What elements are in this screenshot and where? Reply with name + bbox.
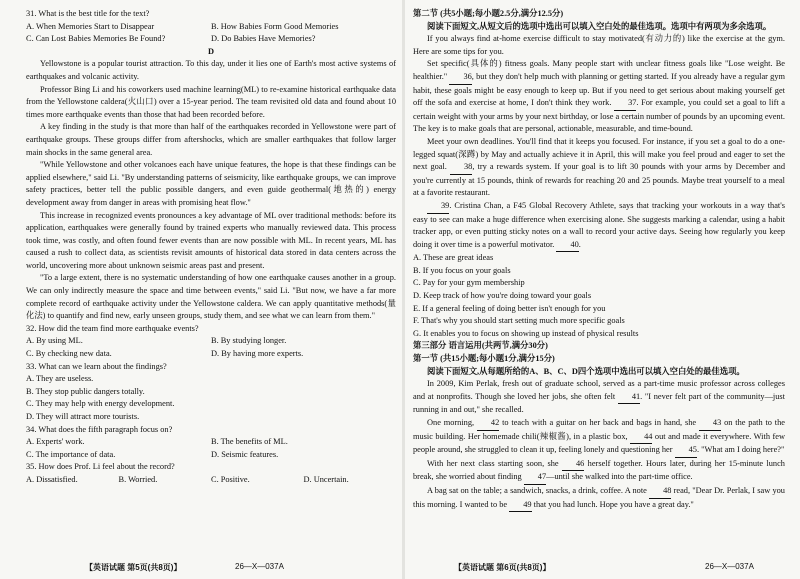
passage-d-heading: D [207, 46, 215, 56]
passage-paragraph [413, 378, 785, 417]
text-run: With her next class starting soon, she [427, 458, 559, 468]
question-35: 35. How does Prof. Li feel about the record? [26, 462, 175, 472]
blank-44: 44 [630, 431, 652, 445]
text-run: A bag sat on the table; a sandwich, snacks, a drink, coffee. A note [427, 485, 647, 495]
choice-item: B. If you focus on your goals [413, 265, 511, 275]
text-run: , try a rewards system. If your goal is to lift 30 pounds with your arms by December and you're currently at 15 pounds, think of rewards for reaching 20 and 25 pounds. Maybe treat yourself to a meal at a favorite restaurant. [413, 162, 786, 198]
blank-37: 37 [614, 97, 636, 111]
question-32-options [26, 335, 396, 360]
text-run: One morning, [427, 418, 475, 427]
choice-item: E. If a general feeling of doing better isn't enough for you [413, 303, 606, 313]
option: D. Uncertain. [303, 474, 349, 484]
text-run: . For example, you could set a goal to lift a certain weight with your arms by your next birthday, or lose a certain number of pounds by an upcoming event. The key is to make goals that are personal, actionable, measurable, and time-bound. [413, 98, 785, 134]
blank-38: 38 [450, 161, 472, 175]
option: B. By studying longer. [211, 336, 287, 346]
right-column [413, 8, 785, 512]
blank-49: 49 [509, 499, 531, 513]
question-35-options [26, 474, 396, 487]
blank-43: 43 [699, 417, 721, 431]
option: C. The importance of data. [26, 449, 116, 459]
option: D. Do Babies Have Memories? [211, 34, 316, 44]
choice-item: G. It enables you to focus on showing up instead of physical results [413, 328, 639, 338]
passage-paragraph: 39. Cristina Chan, a F45 Global Recovery Athlete, says that tracking your workouts in a way that's easy to see can make a huge difference when exercising alone. She suggests marking a calendar, using a habit tracker app, or even putting sticky notes on a wall to record your active days. Seeing how regularly you keep doing it over time is a powerful motivator. 40. [413, 200, 785, 252]
text-run: . "What am I doing here?" [696, 445, 785, 455]
passage-paragraph: If you always find at-home exercise difficult to stay motivated(有动力的) like the exercise at the gym. Here are some tips for you. [413, 34, 785, 56]
blank-42: 42 [477, 417, 499, 431]
option: A. Dissatisfied. [26, 474, 78, 484]
passage-paragraph [413, 58, 785, 136]
question-31-options [26, 21, 396, 46]
footer-page-label-left: 【英语试题 第5页(共8页)】 [85, 563, 182, 572]
passage-paragraph: This increase in recognized events pronounces a key advantage of ML over traditional methods: before its application, earthquakes were generally found by trained experts who manually reviewed data. This process took time, was costly, and often found fewer events than are now possible with ML. In recent years, ML has caused a rush to collect data, as scientists revisit amounts of historical data stored in data centers across the world, uncovering more about unknown seismic areas past and present. [26, 210, 396, 270]
blank-36: 36 [449, 71, 471, 85]
option: A. They are useless. [26, 374, 94, 384]
option: B. Worried. [118, 474, 158, 484]
passage-paragraph [413, 458, 785, 485]
question-33: 33. What can we learn about the findings? [26, 361, 167, 371]
blank-41: 41 [618, 391, 640, 405]
text-run: —until she walked into the part-time office. [546, 472, 693, 482]
passage-paragraph: Professor Bing Li and his coworkers used machine learning(ML) to re-examine historical earthquake data from the Yellowstone caldera(火山口) over a 15-year period. The team revisited old data and found about 10 times more earthquake events than those that had been recorded before. [26, 84, 396, 119]
option: B. They stop public dangers totally. [26, 386, 145, 396]
section-1-title: 第一节 (共15小题;每小题1分,满分15分) [413, 354, 555, 364]
passage-paragraph [413, 485, 785, 512]
question-33-options [26, 373, 396, 423]
footer-page-label-right: 【英语试题 第6页(共8页)】 [454, 563, 551, 572]
blank-45: 45 [675, 444, 697, 458]
text-run: herself together. Hours later, during her 15-minute lunch break, she worried about finding [413, 458, 785, 482]
question-34-options [26, 436, 396, 461]
option: B. How Babies Form Good Memories [211, 21, 339, 31]
blank-48: 48 [649, 485, 671, 499]
section-2-title: 第二节 (共5小题;每小题2.5分,满分12.5分) [413, 9, 564, 18]
question-32: 32. How did the team find more earthquake events? [26, 323, 199, 333]
text-run: that you had lunch. Hope you have a great day." [533, 499, 694, 509]
option: D. Seismic features. [211, 449, 279, 459]
option: A. By using ML. [26, 336, 83, 346]
section-1-instructions: 阅读下面短文,从每题所给的A、B、C、D四个选项中选出可以填入空白处的最佳选项。 [427, 366, 745, 376]
left-column [26, 8, 396, 487]
page-fold-divider [402, 0, 405, 579]
text-run: . Cristina Chan, a F45 Global Recovery Athlete, says that tracking your workouts in a way that's easy to see can make a huge difference when exercising alone. She suggests marking a calendar, using a habit tracker app, or even putting sticky notes on a wall to record your active days. Seeing how regularly you keep doing it over time is a powerful motivator. [413, 200, 785, 249]
option: D. They will attract more tourists. [26, 412, 140, 421]
passage-paragraph: "While Yellowstone and other volcanoes each have unique features, the hope is that these findings can be applied elsewhere," said Li. "By understanding patterns of seismicity, like earthquake groups, we can improve safety practices, better tell the public possible dangers, and even guide geothermal(地热的) energy development away from danger in areas with promising heat flow." [26, 160, 396, 207]
choice-item: C. Pay for your gym membership [413, 278, 525, 288]
option: D. By having more experts. [211, 349, 304, 359]
text-run: Meet your own deadlines. You'll find that it keeps you focused. For instance, if you set a goal to do a one-legged squat(深蹲) by May and actually achieve it in April, this will make you feel proud and eager to set the next goal. [413, 136, 785, 172]
option: C. They may help with energy development. [26, 399, 175, 409]
question-34: 34. What does the fifth paragraph focus on? [26, 424, 173, 434]
blank-39: 39 [427, 200, 449, 214]
text-run: Set specific(具体的) fitness goals. Many people start with unclear fitness goals like "Lose weight. Be healthier." [413, 59, 785, 81]
option: A. When Memories Start to Disappear [26, 21, 155, 31]
text-run: . "I never felt part of the community—just running in and out," she recalled. [413, 391, 785, 415]
passage-paragraph [413, 417, 785, 458]
option: C. By checking new data. [26, 349, 112, 359]
footer-code-right: 26—X—037A [705, 562, 754, 571]
text-run: to teach with a guitar on her back and bags in hand, she [502, 418, 697, 427]
passage-paragraph [413, 136, 785, 200]
passage-paragraph: "To a large extent, there is no systematic understanding of how one earthquake causes another in a group. We can only indirectly measure the space and time between events," said Li. "But now, we have a far more complete record of earthquake activity under the Yellowstone caldera. We can apply quantitative methods(量化法) to quantify and find new, early unseen groups, study them, and see what we can learn from them." [26, 273, 396, 321]
choice-item: F. That's why you should start setting much more specific goals [413, 316, 625, 326]
footer-code-left: 26—X—037A [235, 562, 284, 571]
text-run: In 2009, Kim Perlak, fresh out of graduate school, served as a part-time music professor across colleges and at nonprofits. Though she loved her jobs, she often felt [413, 379, 785, 401]
section-2-instructions: 阅读下面短文,从短文后的选项中选出可以填入空白处的最佳选项。选项中有两项为多余选项。 [427, 21, 772, 31]
choice-list [413, 252, 785, 340]
blank-40: 40 [556, 239, 578, 253]
blank-46: 46 [562, 458, 584, 472]
option: C. Can Lost Babies Memories Be Found? [26, 34, 166, 44]
choice-item: A. These are great ideas [413, 253, 494, 263]
passage-paragraph: Yellowstone is a popular tourist attraction. To this day, under it lies one of Earth's most active systems of earthquakes and volcanic activity. [26, 59, 396, 81]
question-31: 31. What is the best title for the text? [26, 9, 150, 18]
option: B. The benefits of ML. [211, 437, 288, 447]
option: C. Positive. [211, 474, 250, 484]
text-run: on the path to the music building. Her homemade chili(辣椒酱), in a plastic box, [413, 418, 785, 441]
choice-item: D. Keep track of how you're doing toward your goals [413, 291, 592, 301]
blank-47: 47 [524, 471, 546, 485]
text-run: read, "Dear Dr. Perlak, I saw you this morning. I wanted to be [413, 485, 785, 509]
text-run: out and made it everywhere. With few people around, she struggled to clean it up, feeling lonely and questioning her [413, 431, 785, 455]
passage-paragraph: A key finding in the study is that more than half of the earthquakes recorded in Yellowstone were part of earthquake groups. These groups differ from aftershocks, which are smaller earthquakes that follow larger main shocks in the same general area. [26, 122, 396, 157]
text-run: , but they don't help much with planning or getting started. If you already have a regular gym habit, these goals might be easy enough to keep up. But if you need to get serious about making yourself get off the sofa and exercise at home, I don't think they work. [413, 71, 785, 108]
part-3-title: 第三部分 语言运用(共两节,满分30分) [413, 341, 548, 351]
option: A. Experts' work. [26, 437, 85, 447]
